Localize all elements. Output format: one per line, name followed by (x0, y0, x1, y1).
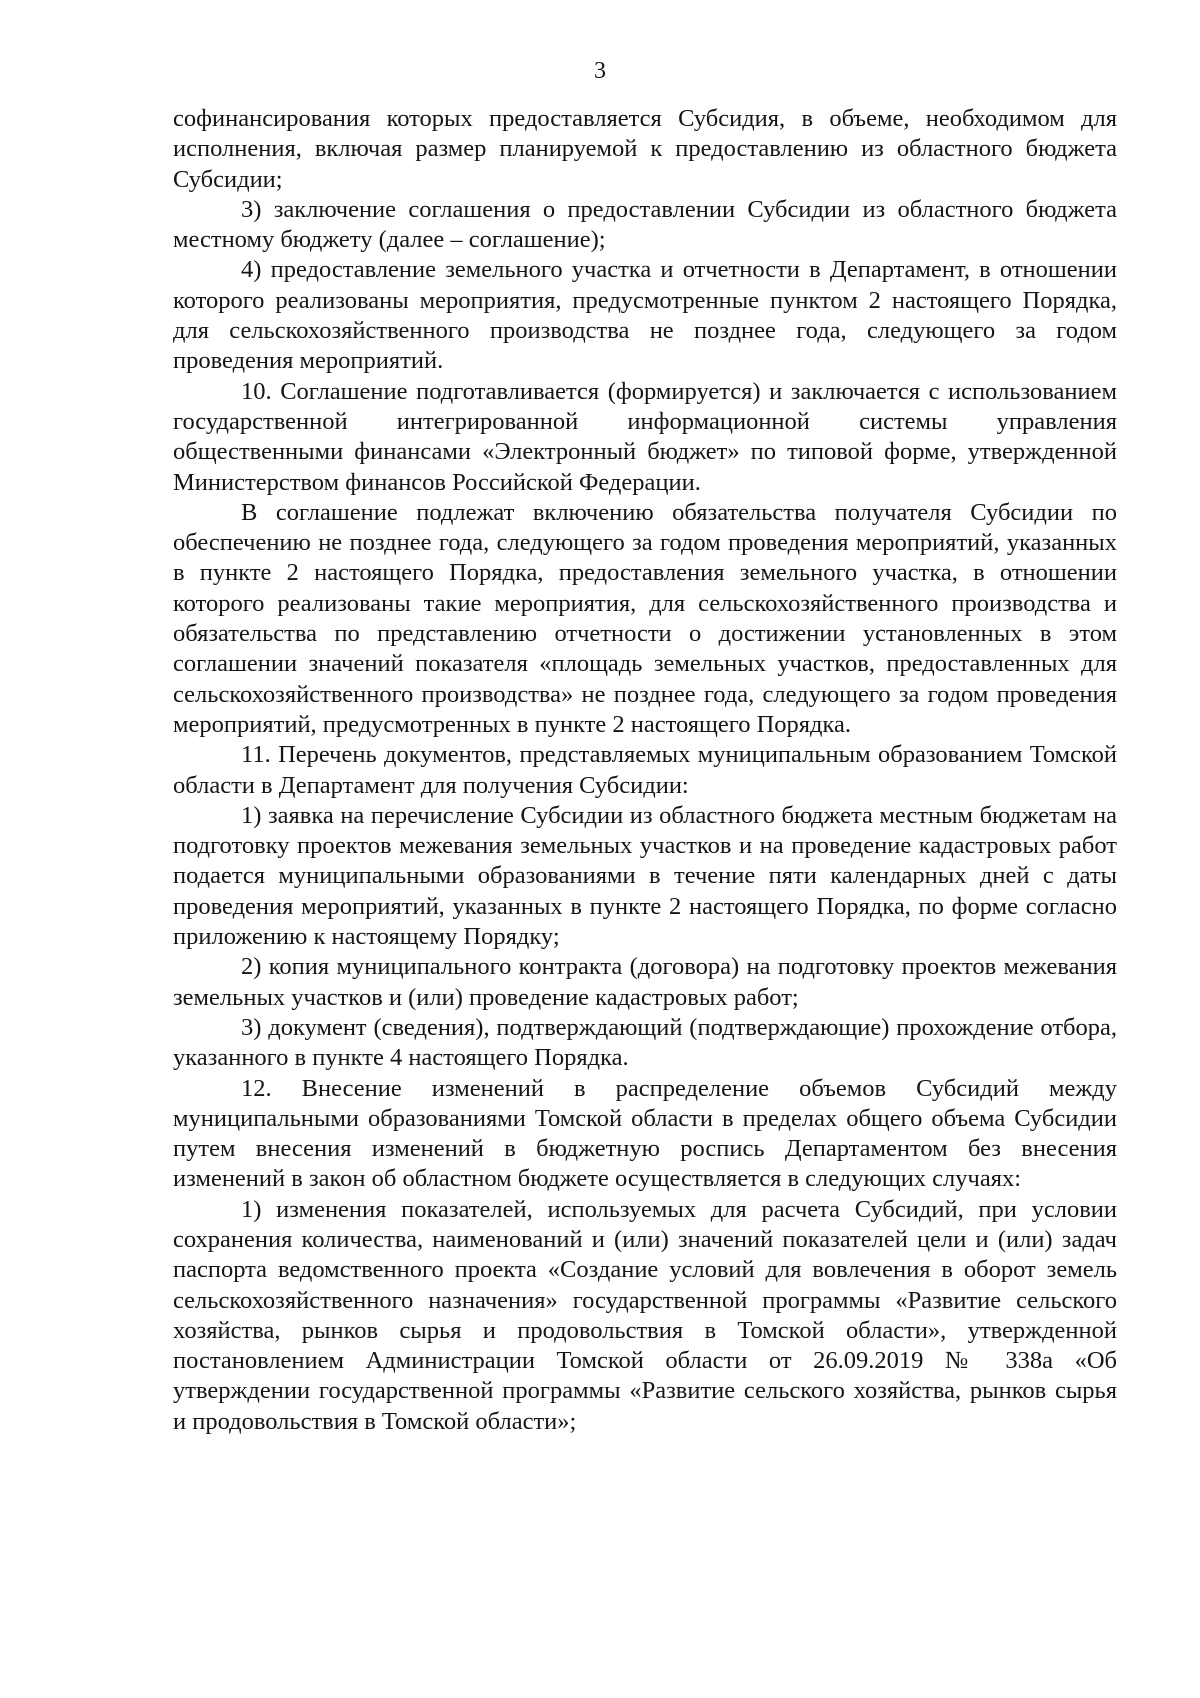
paragraph: В соглашение подлежат включению обязательства получателя Субсидии по обеспечению не позднее года, следующего за годом проведения мероприятий, указанных в пункте 2 настоящего Порядка, предоставления земельного участка, в отношении которого реализованы такие мероприятия, для сельскохозяйственного производства и обязательства по представлению отчетности о достижении установленных в этом соглашении значений показателя «площадь земельных участков, предоставленных для сельскохозяйственного производства» не позднее года, следующего за годом проведения мероприятий, предусмотренных в пункте 2 настоящего Порядка. (173, 498, 1117, 738)
paragraph: 10. Соглашение подготавливается (формируется) и заключается с использованием государственной интегрированной информационной системы управления общественными финансами «Электронный бюджет» по типовой форме, утвержденной Министерством финансов Российской Федерации. (173, 377, 1117, 496)
paragraph: 1) заявка на перечисление Субсидии из областного бюджета местным бюджетам на подготовку проектов межевания земельных участков и на проведение кадастровых работ подается муниципальными образованиями в течение пяти календарных дней с даты проведения мероприятий, указанных в пункте 2 настоящего Порядка, по форме согласно приложению к настоящему Порядку; (173, 801, 1117, 951)
paragraph: софинансирования которых предоставляется Субсидия, в объеме, необходимом для исполнения, включая размер планируемой к предоставлению из областного бюджета Субсидии; (173, 105, 1117, 193)
paragraph: 3) документ (сведения), подтверждающий (подтверждающие) прохождение отбора, указанного в пункте 4 настоящего Порядка. (173, 1013, 1117, 1072)
paragraph: 11. Перечень документов, представляемых муниципальным образованием Томской области в Департамент для получения Субсидии: (173, 741, 1117, 799)
paragraph: 4) предоставление земельного участка и отчетности в Департамент, в отношении которого реализованы мероприятия, предусмотренные пунктом 2 настоящего Порядка, для сельскохозяйственного производства не позднее года, следующего за годом проведения мероприятий. (173, 256, 1117, 375)
paragraph: 12. Внесение изменений в распределение объемов Субсидий между муниципальными образованиями Томской области в пределах общего объема Субсидии путем внесения изменений в бюджетную роспись Департаментом без внесения изменений в закон об областном бюджете осуществляется в следующих случаях: (173, 1074, 1117, 1193)
page-number: 3 (594, 58, 606, 84)
paragraph: 3) заключение соглашения о предоставлении Субсидии из областного бюджета местному бюджету (далее – соглашение); (173, 195, 1117, 254)
document-body (173, 104, 1117, 1437)
paragraph: 2) копия муниципального контракта (договора) на подготовку проектов межевания земельных участков и (или) проведение кадастровых работ; (173, 953, 1117, 1011)
paragraph: 1) изменения показателей, используемых для расчета Субсидий, при условии сохранения количества, наименований и (или) значений показателей цели и (или) задач паспорта ведомственного проекта «Создание условий для вовлечения в оборот земель сельскохозяйственного назначения» государственной программы «Развитие сельского хозяйства, рынков сырья и продовольствия в Томской области», утвержденной постановлением Администрации Томской области от 26.09.2019 № 338а «Об утверждении государственной программы «Развитие сельского хозяйства, рынков сырья и продовольствия в Томской области»; (173, 1195, 1117, 1435)
